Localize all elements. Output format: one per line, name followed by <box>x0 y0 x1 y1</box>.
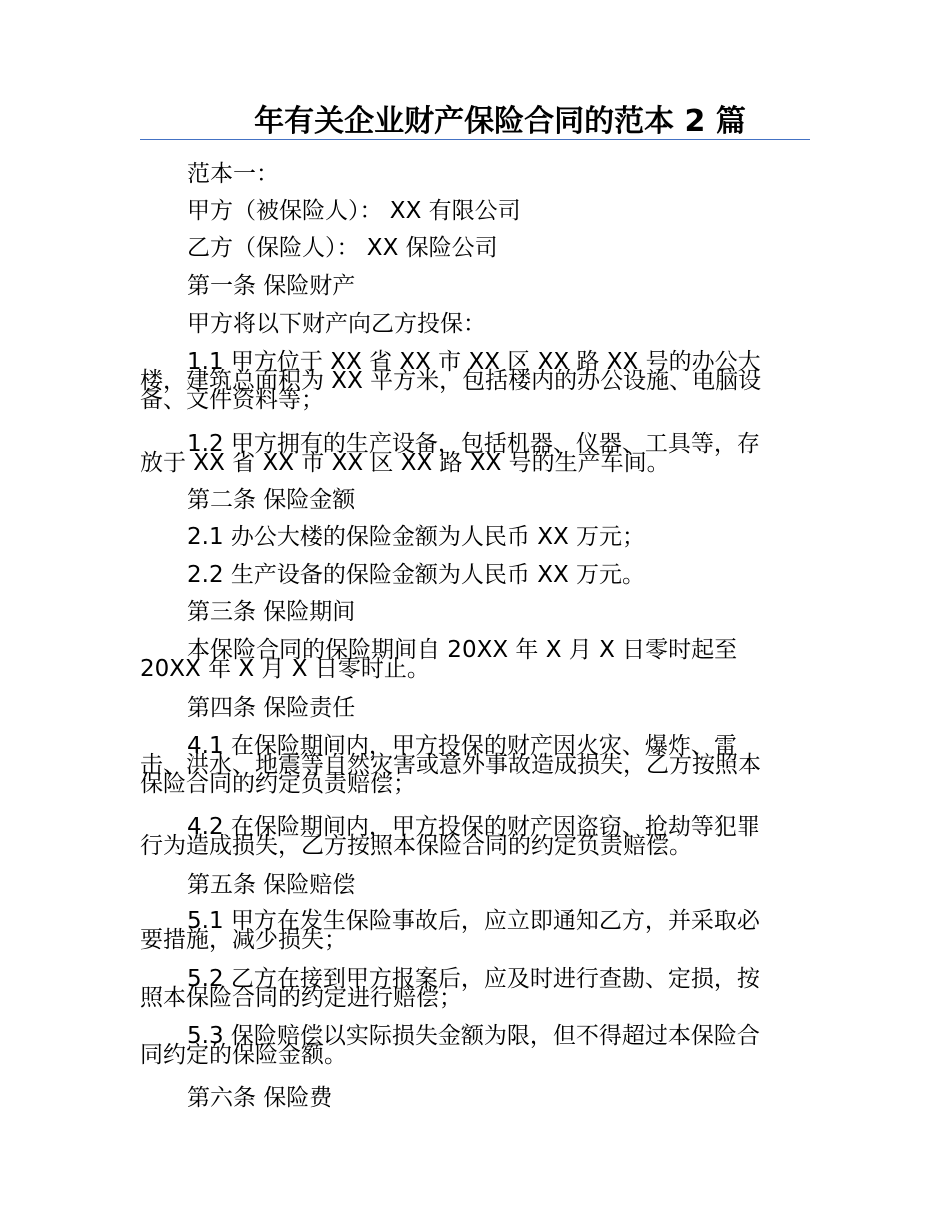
paragraph-line: 1.1 甲方位于 XX 省 XX 市 XX 区 XX 路 XX 号的办公大 <box>187 349 761 375</box>
paragraph-line: 第二条 保险金额 <box>187 487 356 513</box>
paragraph-line: 甲方将以下财产向乙方投保： <box>187 311 486 337</box>
paragraph-line: 甲方（被保险人）： XX 有限公司 <box>187 198 521 224</box>
paragraph-line: 5.2 乙方在接到甲方报案后，应及时进行查勘、定损，按 <box>187 966 760 992</box>
paragraph-line: 20XX 年 X 月 X 日零时止。 <box>140 656 430 682</box>
section-heading <box>140 271 810 301</box>
paragraph-line: 2.1 办公大楼的保险金额为人民币 XX 万元； <box>187 524 646 550</box>
paragraph <box>140 814 810 859</box>
section-heading <box>140 870 810 900</box>
paragraph <box>140 196 810 226</box>
paragraph-line: 范本一： <box>187 161 279 187</box>
paragraph <box>140 966 810 1011</box>
section-heading <box>140 485 810 515</box>
section-heading <box>140 1083 810 1113</box>
paragraph <box>140 1023 810 1068</box>
paragraph-line: 要措施，减少损失； <box>140 927 347 953</box>
section-heading <box>140 693 810 723</box>
paragraph-line: 击、洪水、地震等自然灾害或意外事故造成损失，乙方按照本 <box>140 752 761 778</box>
title-underline <box>140 139 810 140</box>
paragraph-line: 放于 XX 省 XX 市 XX 区 XX 路 XX 号的生产车间。 <box>140 450 670 476</box>
paragraph-line: 第四条 保险责任 <box>187 695 356 721</box>
paragraph <box>140 349 810 413</box>
paragraph <box>140 431 810 476</box>
paragraph-line: 本保险合同的保险期间自 20XX 年 X 月 X 日零时起至 <box>187 637 738 663</box>
paragraph-line: 第六条 保险费 <box>187 1085 333 1111</box>
paragraph <box>140 159 810 189</box>
paragraph-line: 第五条 保险赔偿 <box>187 872 356 898</box>
paragraph <box>140 637 810 682</box>
section-heading <box>140 597 810 627</box>
paragraph-line: 4.1 在保险期间内，甲方投保的财产因火灾、爆炸、雷 <box>187 733 737 759</box>
paragraph-line: 第一条 保险财产 <box>187 273 356 299</box>
paragraph <box>140 733 810 797</box>
document-title: 年有关企业财产保险合同的范本 2 篇 <box>254 104 746 139</box>
paragraph-line: 备、文件资料等； <box>140 387 324 413</box>
paragraph-line: 5.1 甲方在发生保险事故后，应立即通知乙方，并采取必 <box>187 908 760 934</box>
paragraph-line: 5.3 保险赔偿以实际损失金额为限，但不得超过本保险合 <box>187 1023 760 1049</box>
paragraph <box>140 233 810 263</box>
paragraph <box>140 522 810 552</box>
paragraph-line: 行为造成损失，乙方按照本保险合同的约定负责赔偿。 <box>140 833 692 859</box>
paragraph-line: 乙方（保险人）： XX 保险公司 <box>187 235 498 261</box>
paragraph-line: 照本保险合同的约定进行赔偿； <box>140 985 462 1011</box>
paragraph-line: 保险合同的约定负责赔偿； <box>140 771 416 797</box>
paragraph-line: 2.2 生产设备的保险金额为人民币 XX 万元。 <box>187 562 646 588</box>
paragraph-line: 楼，建筑总面积为 XX 平方米，包括楼内的办公设施、电脑设 <box>140 368 762 394</box>
paragraph <box>140 560 810 590</box>
paragraph-line: 1.2 甲方拥有的生产设备，包括机器、仪器、工具等，存 <box>187 431 760 457</box>
paragraph <box>140 908 810 953</box>
paragraph-line: 4.2 在保险期间内，甲方投保的财产因盗窃、抢劫等犯罪 <box>187 814 760 840</box>
paragraph <box>140 309 810 339</box>
paragraph-line: 第三条 保险期间 <box>187 599 356 625</box>
paragraph-line: 同约定的保险金额。 <box>140 1042 347 1068</box>
